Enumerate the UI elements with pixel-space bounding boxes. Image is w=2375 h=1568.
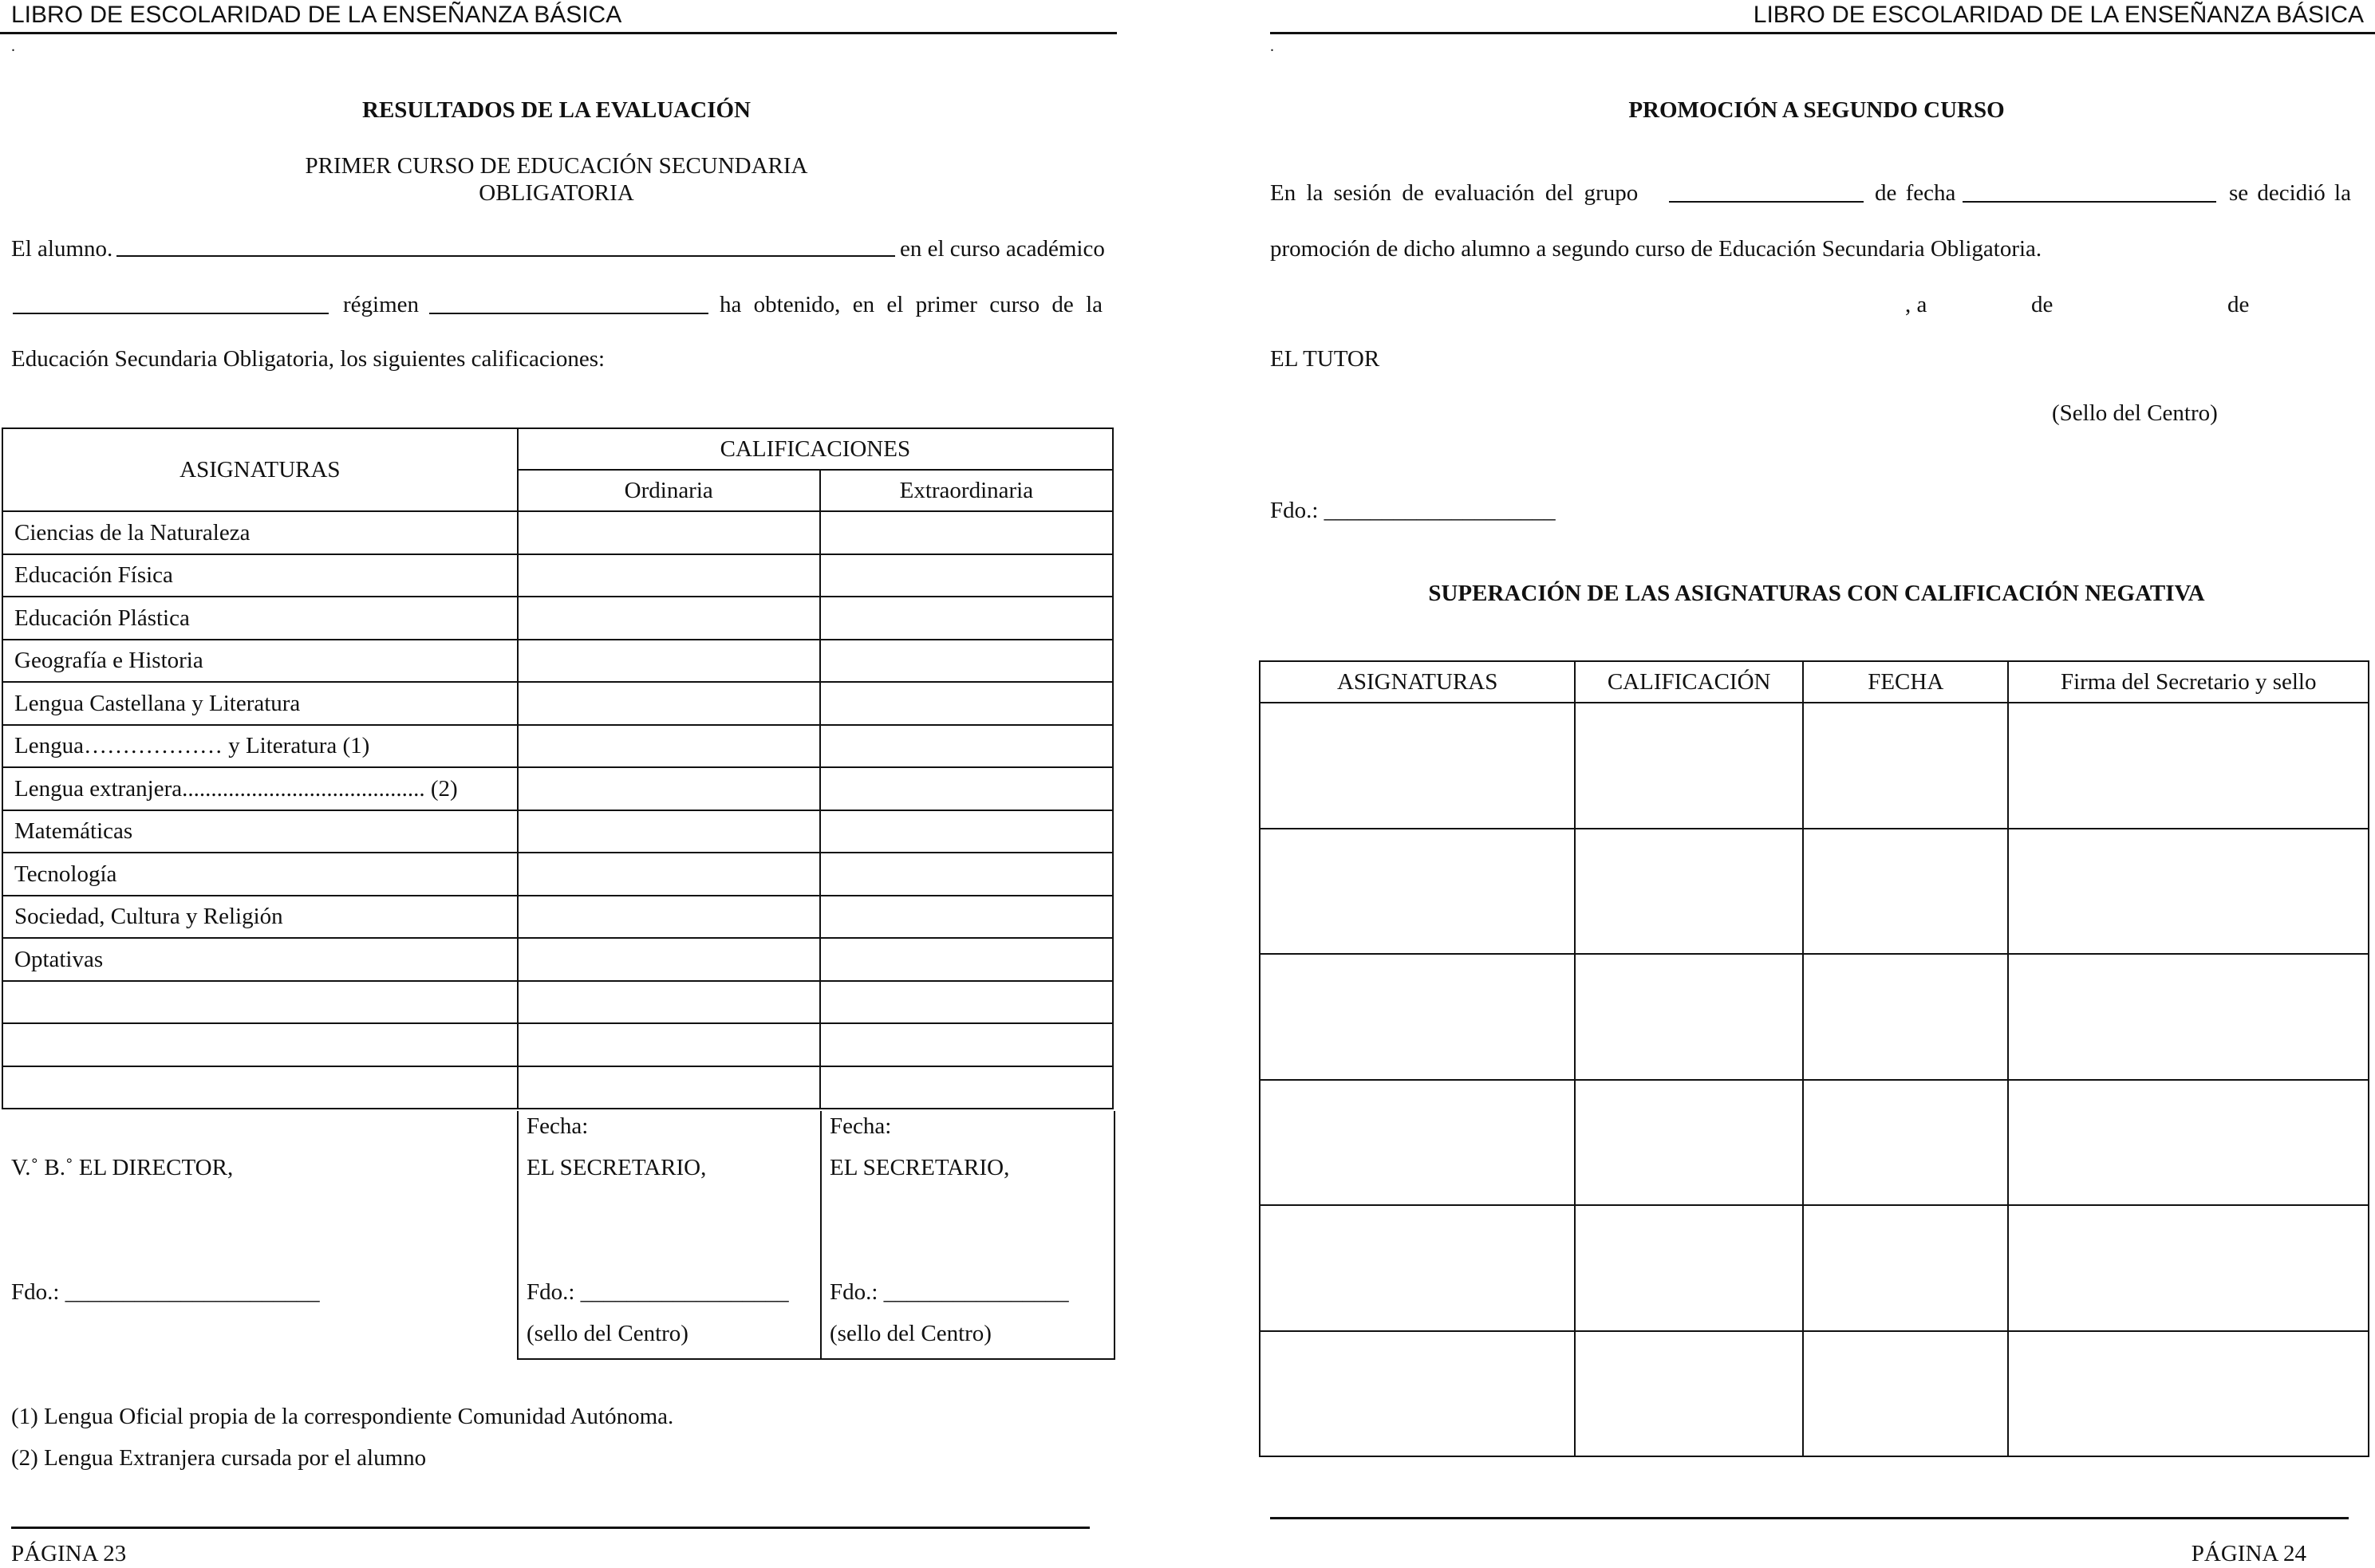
grade-extraordinaria-cell[interactable]	[820, 853, 1113, 896]
grade-ordinaria-cell[interactable]	[518, 981, 820, 1024]
table-row	[2, 1066, 1113, 1109]
date-de-1: de	[2031, 292, 2053, 317]
col-header-asignaturas: ASIGNATURAS	[2, 428, 518, 511]
col-header-calificacion: CALIFICACIÓN	[1575, 661, 1803, 703]
firma-cell[interactable]	[2008, 954, 2369, 1080]
left-page-title: RESULTADOS DE LA EVALUACIÓN	[362, 97, 751, 123]
date-de-2: de	[2227, 292, 2250, 317]
signature-box-divider	[820, 1111, 822, 1360]
calificacion-cell[interactable]	[1575, 829, 1803, 955]
col-header-asignaturas-right: ASIGNATURAS	[1260, 661, 1575, 703]
subject-name[interactable]	[2, 981, 518, 1024]
grade-ordinaria-cell[interactable]	[518, 511, 820, 554]
asignatura-cell[interactable]	[1260, 1205, 1575, 1331]
table-row	[1260, 954, 2369, 1080]
grade-ordinaria-cell[interactable]	[518, 896, 820, 939]
asignatura-cell[interactable]	[1260, 954, 1575, 1080]
calificaciones-intro: Educación Secundaria Obligatoria, los siguientes calificaciones:	[11, 346, 606, 372]
table-row	[1260, 829, 2369, 955]
grade-extraordinaria-cell[interactable]	[820, 640, 1113, 683]
left-header-rule	[0, 32, 1117, 34]
subject-name: Lengua……………… y Literatura (1)	[2, 725, 518, 768]
subject-name: Lengua extranjera.......................................... (2)	[2, 767, 518, 810]
right-page-title: PROMOCIÓN A SEGUNDO CURSO	[1628, 97, 2005, 123]
table-row	[2, 981, 1113, 1024]
table-row	[2, 725, 1113, 768]
decidio-text: se decidió la	[2229, 180, 2351, 206]
table-row	[2, 810, 1113, 853]
grade-extraordinaria-cell[interactable]	[820, 938, 1113, 981]
date-a: , a	[1905, 292, 1927, 317]
fecha-cell[interactable]	[1803, 829, 2008, 955]
firma-cell[interactable]	[2008, 1080, 2369, 1206]
grade-extraordinaria-cell[interactable]	[820, 554, 1113, 597]
subject-name: Optativas	[2, 938, 518, 981]
regimen-label: régimen	[343, 292, 420, 317]
grade-extraordinaria-cell[interactable]	[820, 511, 1113, 554]
grade-ordinaria-cell[interactable]	[518, 725, 820, 768]
calificacion-cell[interactable]	[1575, 703, 1803, 829]
table-row	[2, 640, 1113, 683]
director-fdo[interactable]: Fdo.: ______________________	[11, 1279, 320, 1305]
asignatura-cell[interactable]	[1260, 1080, 1575, 1206]
fecha-extraordinaria: Fecha:	[830, 1113, 892, 1139]
left-header-title: LIBRO DE ESCOLARIDAD DE LA ENSEÑANZA BÁSICA	[11, 2, 622, 28]
table-row	[1260, 703, 2369, 829]
table-row	[2, 767, 1113, 810]
grade-ordinaria-cell[interactable]	[518, 1066, 820, 1109]
table-row	[2, 511, 1113, 554]
grade-ordinaria-cell[interactable]	[518, 1023, 820, 1066]
fecha-cell[interactable]	[1803, 1205, 2008, 1331]
subject-name: Geografía e Historia	[2, 640, 518, 683]
firma-cell[interactable]	[2008, 1331, 2369, 1457]
left-page-number: PÁGINA 23	[11, 1541, 127, 1566]
subject-name: Ciencias de la Naturaleza	[2, 511, 518, 554]
table-row	[2, 853, 1113, 896]
footnote-1: (1) Lengua Oficial propia de la correspondiente Comunidad Autónoma.	[11, 1404, 674, 1429]
fdo-extraordinaria[interactable]: Fdo.: ________________	[830, 1279, 1069, 1305]
col-header-fecha: FECHA	[1803, 661, 2008, 703]
grades-table	[2, 427, 1114, 1109]
grade-ordinaria-cell[interactable]	[518, 853, 820, 896]
calificacion-cell[interactable]	[1575, 1331, 1803, 1457]
grade-ordinaria-cell[interactable]	[518, 767, 820, 810]
firma-cell[interactable]	[2008, 829, 2369, 955]
asignatura-cell[interactable]	[1260, 829, 1575, 955]
director-label: V.˚ B.˚ EL DIRECTOR,	[11, 1155, 234, 1180]
table-row	[2, 554, 1113, 597]
table-row	[1260, 1080, 2369, 1206]
fecha-cell[interactable]	[1803, 1331, 2008, 1457]
footnote-2: (2) Lengua Extranjera cursada por el alumno	[11, 1445, 427, 1471]
grade-extraordinaria-cell[interactable]	[820, 1023, 1113, 1066]
tutor-label: EL TUTOR	[1270, 346, 1380, 372]
col-header-ordinaria: Ordinaria	[518, 470, 820, 511]
subject-name: Matemáticas	[2, 810, 518, 853]
grade-ordinaria-cell[interactable]	[518, 938, 820, 981]
de-fecha-text: de fecha	[1875, 180, 1956, 206]
grade-extraordinaria-cell[interactable]	[820, 767, 1113, 810]
col-header-calificaciones: CALIFICACIONES	[518, 428, 1113, 470]
promocion-text: promoción de dicho alumno a segundo curso de Educación Secundaria Obligatoria.	[1270, 236, 2042, 262]
grade-extraordinaria-cell[interactable]	[820, 682, 1113, 725]
asignatura-cell[interactable]	[1260, 703, 1575, 829]
right-header-title: LIBRO DE ESCOLARIDAD DE LA ENSEÑANZA BÁSICA	[1753, 2, 2364, 28]
right-header-dot: .	[1270, 37, 1274, 55]
grade-ordinaria-cell[interactable]	[518, 554, 820, 597]
sello-ordinaria: (sello del Centro)	[527, 1321, 688, 1346]
regimen-blank[interactable]	[429, 313, 708, 314]
curso-academico-label: en el curso académico	[900, 236, 1105, 262]
subject-name: Educación Física	[2, 554, 518, 597]
firma-cell[interactable]	[2008, 1205, 2369, 1331]
secretario-ordinaria: EL SECRETARIO,	[527, 1155, 707, 1180]
fecha-cell[interactable]	[1803, 1080, 2008, 1206]
subject-name[interactable]	[2, 1066, 518, 1109]
superacion-title: SUPERACIÓN DE LAS ASIGNATURAS CON CALIFICACIÓN NEGATIVA	[1428, 581, 2205, 606]
grade-extraordinaria-cell[interactable]	[820, 810, 1113, 853]
left-footer-rule	[11, 1527, 1090, 1529]
asignatura-cell[interactable]	[1260, 1331, 1575, 1457]
grade-extraordinaria-cell[interactable]	[820, 1066, 1113, 1109]
alumno-label: El alumno.	[11, 236, 113, 262]
left-subtitle-line2: OBLIGATORIA	[479, 180, 634, 206]
superacion-table	[1259, 660, 2369, 1457]
grade-extraordinaria-cell[interactable]	[820, 981, 1113, 1024]
grade-extraordinaria-cell[interactable]	[820, 896, 1113, 939]
fecha-ordinaria: Fecha:	[527, 1113, 589, 1139]
subject-name: Educación Plástica	[2, 597, 518, 640]
firma-cell[interactable]	[2008, 703, 2369, 829]
tutor-fdo[interactable]: Fdo.: ____________________	[1270, 498, 1556, 523]
grade-extraordinaria-cell[interactable]	[820, 725, 1113, 768]
secretario-extraordinaria: EL SECRETARIO,	[830, 1155, 1010, 1180]
grade-ordinaria-cell[interactable]	[518, 682, 820, 725]
grupo-blank[interactable]	[1669, 201, 1864, 203]
grade-extraordinaria-cell[interactable]	[820, 597, 1113, 640]
left-header-dot: .	[11, 37, 15, 55]
grade-ordinaria-cell[interactable]	[518, 597, 820, 640]
fecha-blank[interactable]	[1963, 201, 2216, 203]
subject-name: Lengua Castellana y Literatura	[2, 682, 518, 725]
sello-extraordinaria: (sello del Centro)	[830, 1321, 992, 1346]
subject-name[interactable]	[2, 1023, 518, 1066]
table-row	[1260, 1331, 2369, 1457]
right-footer-rule	[1270, 1517, 2349, 1519]
col-header-extraordinaria: Extraordinaria	[820, 470, 1113, 511]
fecha-cell[interactable]	[1803, 954, 2008, 1080]
subject-name: Tecnología	[2, 853, 518, 896]
fecha-cell[interactable]	[1803, 703, 2008, 829]
sesion-text: En la sesión de evaluación del grupo	[1270, 180, 1639, 206]
sello-centro: (Sello del Centro)	[2052, 400, 2218, 426]
grade-ordinaria-cell[interactable]	[518, 810, 820, 853]
calificacion-cell[interactable]	[1575, 954, 1803, 1080]
right-header-rule	[1270, 32, 2375, 34]
calificacion-cell[interactable]	[1575, 1205, 1803, 1331]
curso-blank[interactable]	[13, 313, 329, 314]
col-header-firma: Firma del Secretario y sello	[2008, 661, 2369, 703]
table-row	[1260, 1205, 2369, 1331]
left-subtitle-line1: PRIMER CURSO DE EDUCACIÓN SECUNDARIA	[305, 153, 808, 179]
right-page-number: PÁGINA 24	[2191, 1541, 2306, 1566]
grade-ordinaria-cell[interactable]	[518, 640, 820, 683]
calificacion-cell[interactable]	[1575, 1080, 1803, 1206]
alumno-blank[interactable]	[116, 255, 895, 257]
table-row	[2, 938, 1113, 981]
table-row	[2, 1023, 1113, 1066]
table-row	[2, 597, 1113, 640]
table-row	[2, 682, 1113, 725]
table-row	[2, 896, 1113, 939]
ha-obtenido-text: ha obtenido, en el primer curso de la	[720, 292, 1103, 317]
fdo-ordinaria[interactable]: Fdo.: __________________	[527, 1279, 789, 1305]
subject-name: Sociedad, Cultura y Religión	[2, 896, 518, 939]
